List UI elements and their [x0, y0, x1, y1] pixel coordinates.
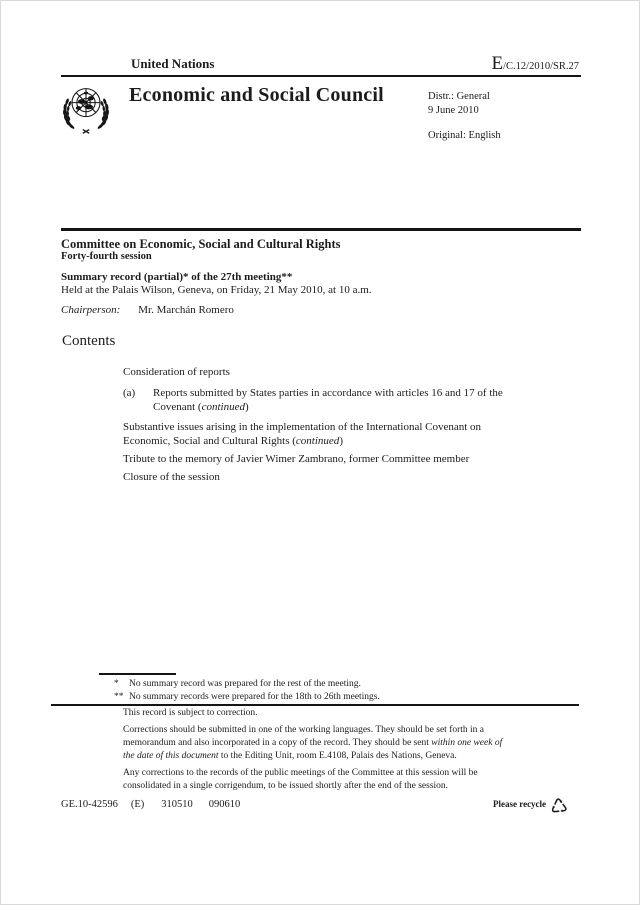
un-emblem-icon [58, 79, 114, 142]
footnote-2 [114, 692, 380, 702]
footnote-1-marker: * [114, 679, 119, 689]
document-symbol-small: /C.12/2010/SR.27 [503, 61, 579, 72]
record-title: Summary record (partial)* of the 27th meeting** [61, 271, 293, 283]
council-title: Economic and Social Council [129, 84, 384, 106]
date-line: 9 June 2010 [428, 105, 479, 116]
footnote-2-marker: ** [114, 692, 124, 702]
held-line: Held at the Palais Wilson, Geneva, on Friday, 21 May 2010, at 10 a.m. [61, 284, 372, 296]
recycle-icon: ♺ [548, 793, 570, 819]
corrections-para1-line3: the date of this document to the Editing Unit, room E.4108, Palais des Nations, Geneva. [123, 751, 457, 761]
contents-item-reports: Consideration of reports [123, 366, 230, 378]
contents-item-substantive-line1: Substantive issues arising in the implementation of the International Covenant on [123, 421, 482, 433]
ge-lang: (E) [130, 799, 145, 810]
document-symbol-big: E [491, 53, 504, 74]
footnote-1-text: No summary record was prepared for the rest of the meeting. [129, 679, 361, 689]
ge-date-1: 310510 [161, 799, 193, 810]
contents-item-a-label: (a) [123, 387, 136, 399]
footnote-2-text: No summary records were prepared for the 18th to 26th meetings. [129, 692, 380, 702]
contents-item-a-line1: Reports submitted by States parties in accordance with articles 16 and 17 of the [153, 387, 503, 399]
recycle-label: Please recycle [493, 799, 547, 809]
corrections-para2-line2: consolidated in a single corrigendum, to be issued shortly after the end of the session. [123, 781, 449, 791]
chair-name: Mr. Marchán Romero [138, 304, 234, 316]
contents-item-closure: Closure of the session [123, 471, 220, 483]
session-title: Forty-fourth session [61, 251, 152, 262]
contents-item-substantive-line2: Economic, Social and Cultural Rights (continued) [123, 435, 343, 447]
correction-notice: This record is subject to correction. [123, 708, 258, 718]
corrections-para1-line1: Corrections should be submitted in one of the working languages. They should be set forth in a [123, 725, 485, 735]
document-symbol [492, 53, 579, 75]
footnote-separator [99, 673, 176, 675]
corrections-para2-line1: Any corrections to the records of the public meetings of the Committee at this session will be [123, 768, 478, 778]
distr-line: Distr.: General [428, 91, 490, 102]
contents-heading: Contents [62, 333, 116, 349]
ge-date-2: 090610 [208, 799, 241, 810]
footer-rule [51, 704, 579, 706]
chair-label: Chairperson: [61, 304, 121, 316]
recycle-note [493, 793, 570, 819]
corrections-para1-line2: memorandum and also incorporated in a copy of the record. They should be sent within one week of [123, 738, 503, 748]
footnote-1 [114, 679, 361, 689]
section-rule [61, 228, 581, 231]
chairperson-line [61, 304, 234, 316]
contents-item-tribute: Tribute to the memory of Javier Wimer Zambrano, former Committee member [123, 453, 470, 465]
org-name: United Nations [131, 56, 215, 71]
contents-item-a-line2: Covenant (continued) [153, 401, 249, 413]
original-line: Original: English [428, 130, 501, 141]
ge-number: GE.10-42596 [61, 799, 118, 810]
committee-title: Committee on Economic, Social and Cultural Rights [61, 237, 341, 251]
distr-block [428, 90, 501, 143]
ge-reference [61, 799, 240, 810]
header-rule [61, 75, 581, 77]
